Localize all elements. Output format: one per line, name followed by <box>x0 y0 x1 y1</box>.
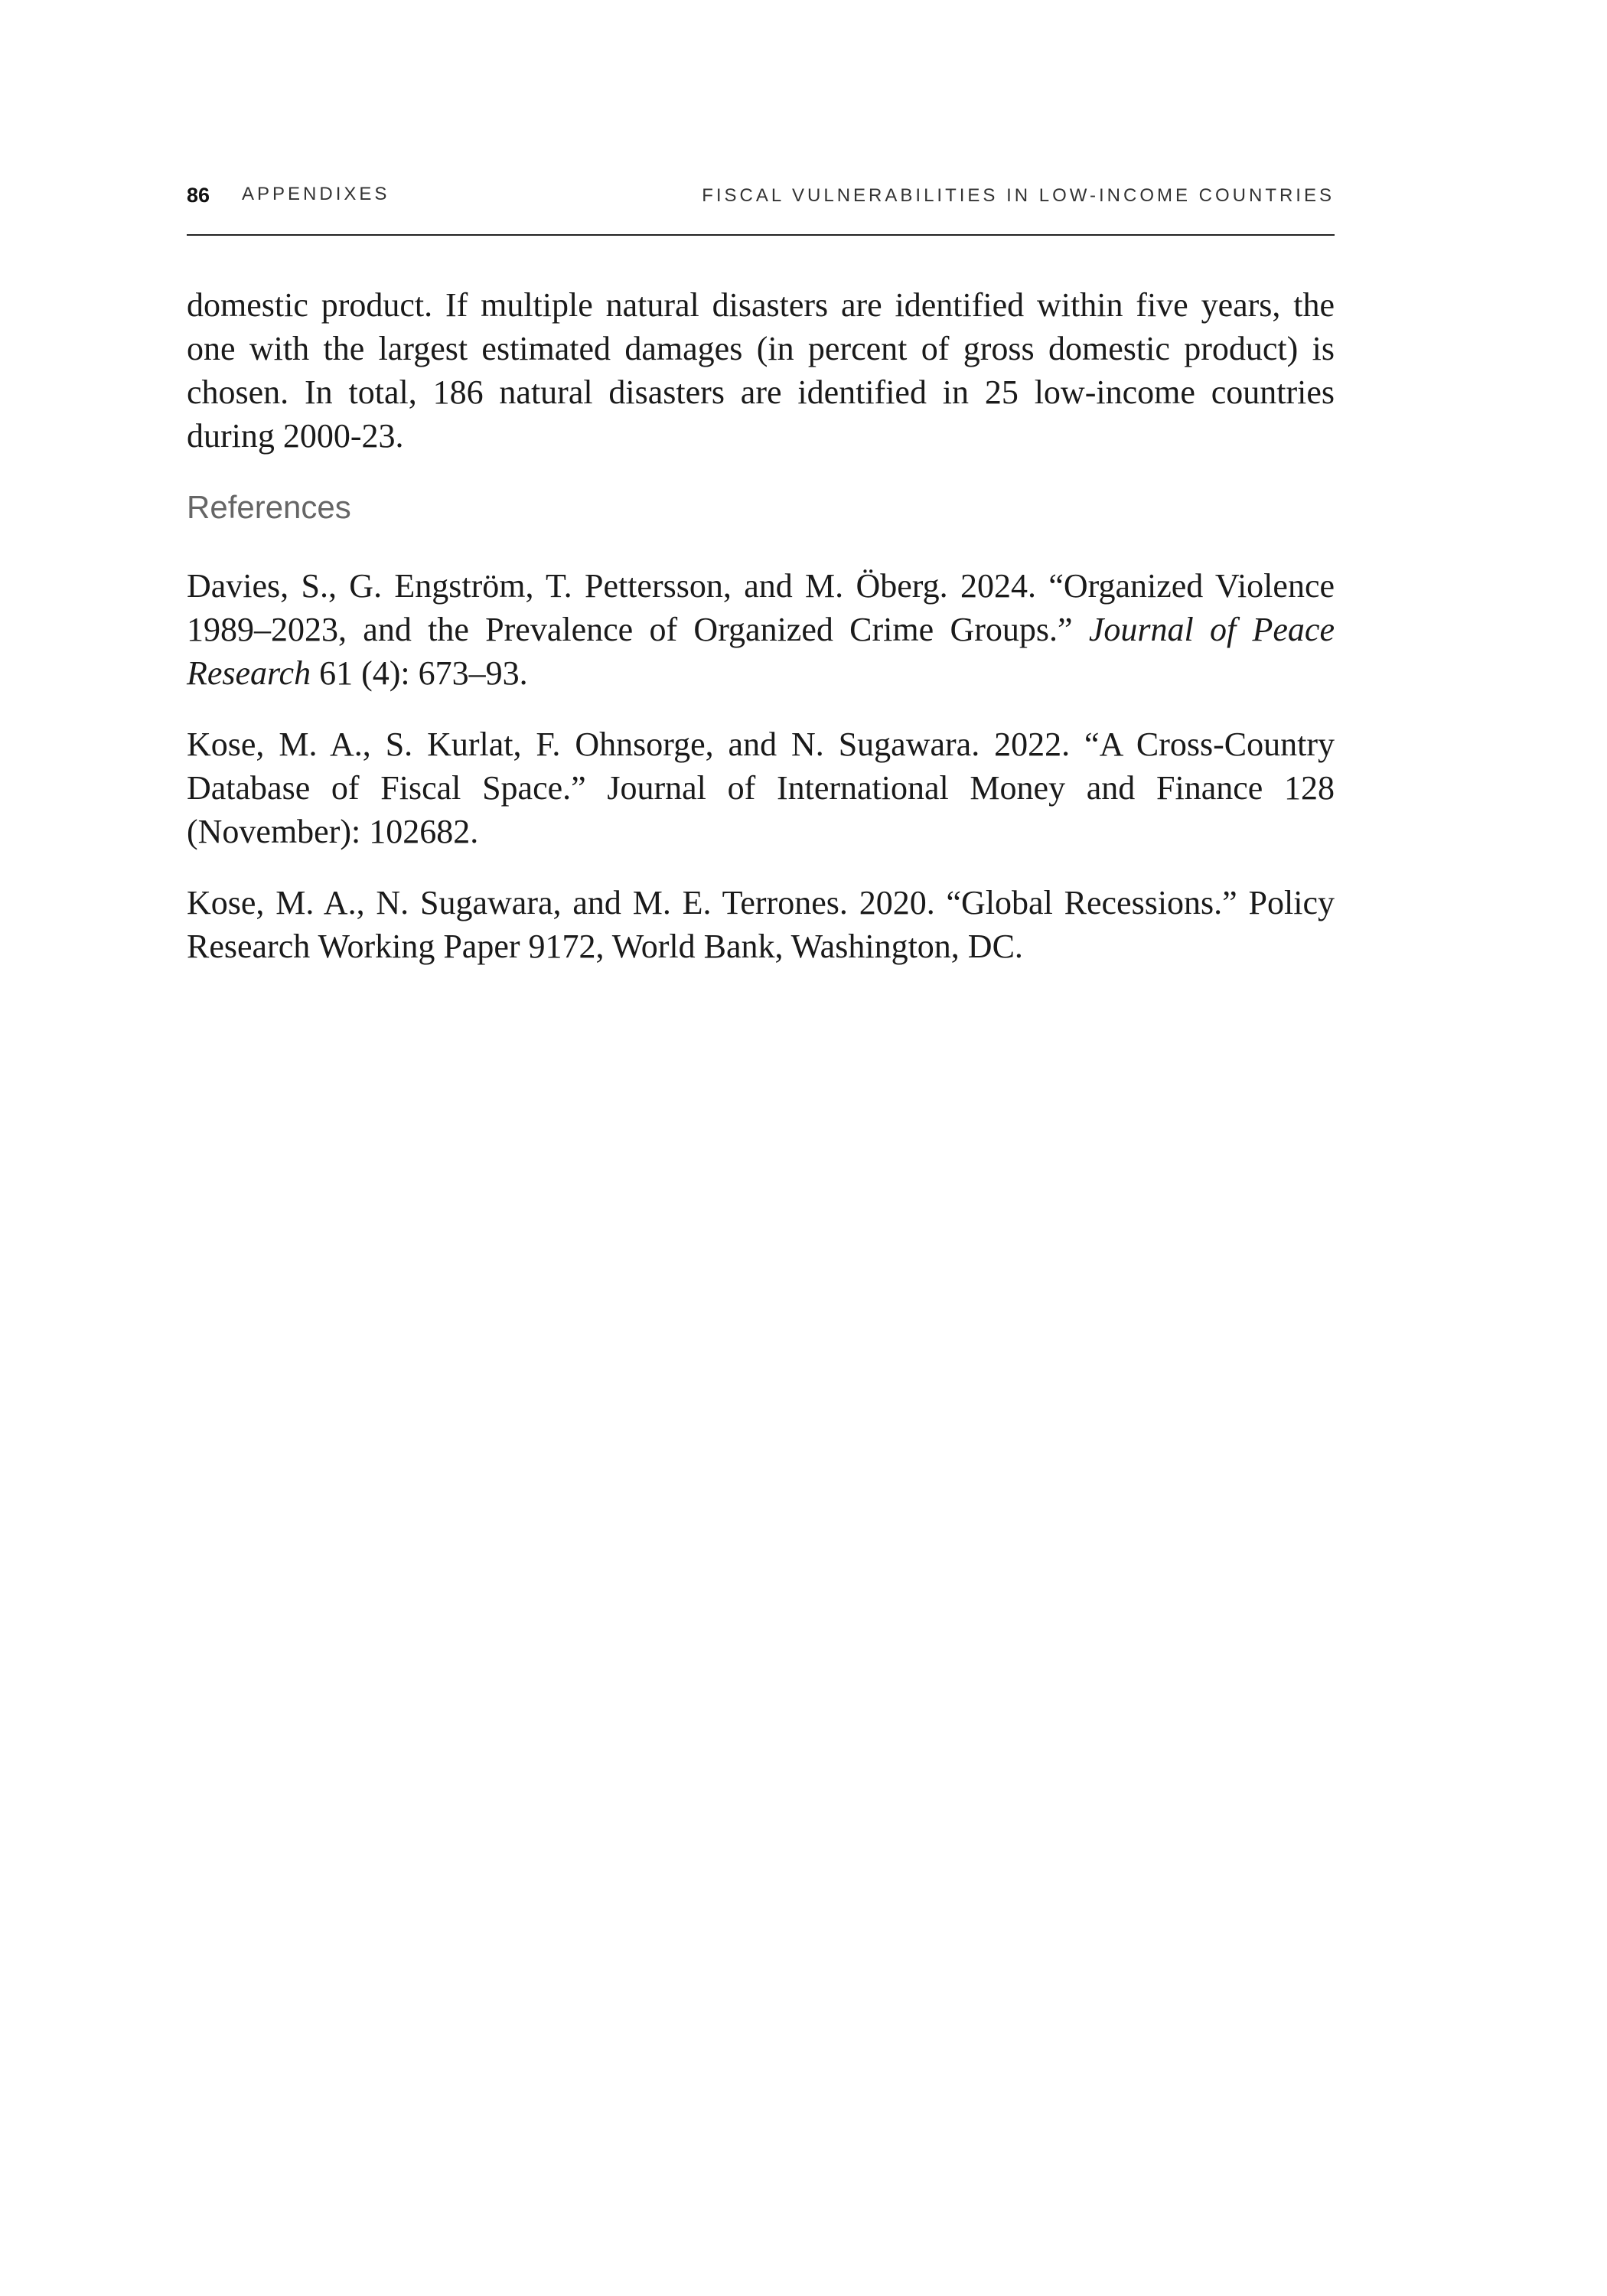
reference-item: Kose, M. A., S. Kurlat, F. Ohnsorge, and N. Sugawara. 2022. “A Cross-Country Database of Fiscal Space.” Journal of International Money and Finance 128 (November): 102682. <box>187 726 1335 850</box>
reference-item: Kose, M. A., N. Sugawara, and M. E. Terrones. 2020. “Global Recessions.” Policy Research Working Paper 9172, World Bank, Washington, DC. <box>187 884 1335 965</box>
page-content <box>187 283 1335 996</box>
running-header <box>187 181 1335 236</box>
reference-text: Davies, S., G. Engström, T. Pettersson, and M. Öberg. 2024. “Organized Violence 1989–2023, and the Prevalence of Organized Crime Groups.” <box>187 567 1335 648</box>
reference-item <box>187 564 1335 695</box>
journal-title: Journal of Peace Research <box>187 611 1335 692</box>
reference-text: 61 (4): 673–93. <box>311 654 528 692</box>
book-title: FISCAL VULNERABILITIES IN LOW-INCOME COUNTRIES <box>702 185 1335 206</box>
page-number: 86 <box>187 184 210 207</box>
section-label: APPENDIXES <box>242 184 390 204</box>
references-heading: References <box>187 489 351 525</box>
body-paragraph: domestic product. If multiple natural disasters are identified within five years, the one with the largest estimated damages (in percent of gross domestic product) is chosen. In total, 186 natural disasters are identified in 25 low-income countries during 2000-23. <box>187 286 1335 455</box>
